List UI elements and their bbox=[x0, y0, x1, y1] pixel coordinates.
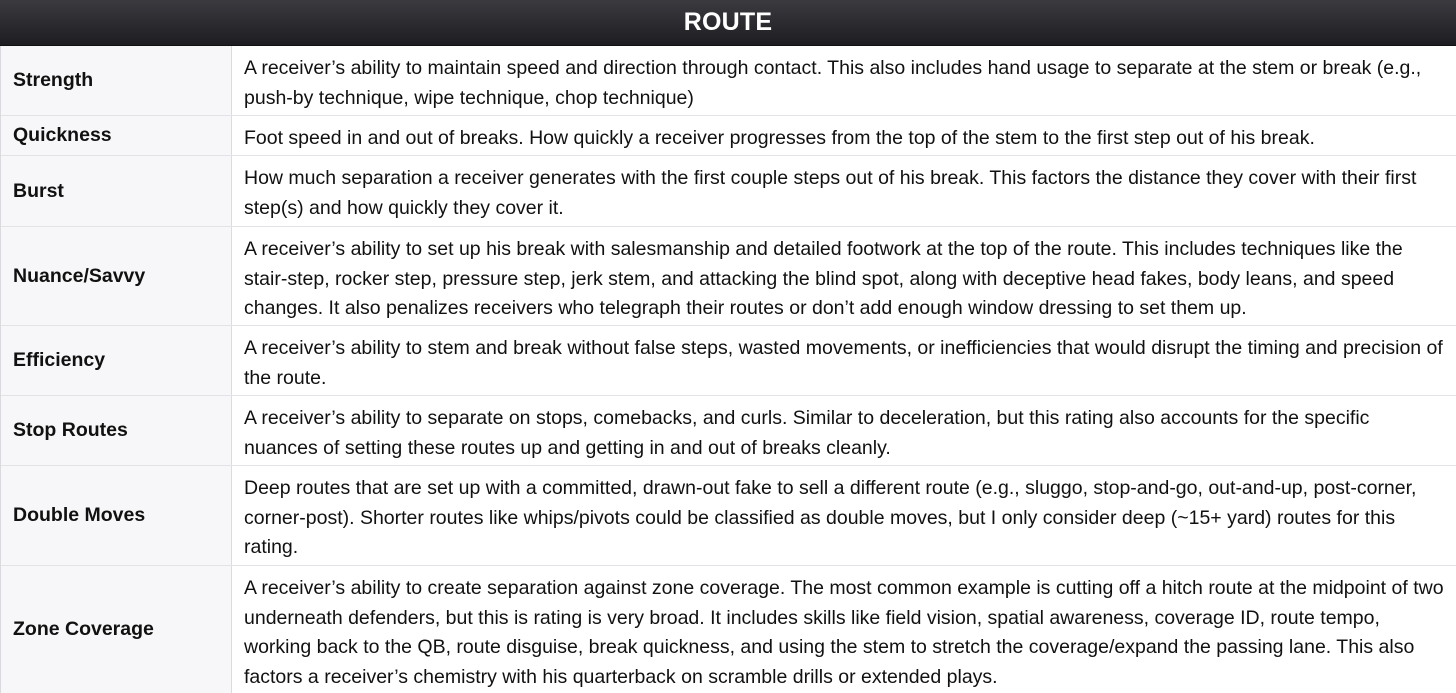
row-description: A receiver’s ability to stem and break without false steps, wasted movements, or inefficiencies that would disrupt the timing and precision of the route. bbox=[232, 326, 1456, 395]
row-label: Quickness bbox=[1, 116, 232, 155]
row-label: Burst bbox=[1, 156, 232, 226]
row-description: A receiver’s ability to maintain speed and direction through contact. This also includes hand usage to separate at the stem or break (e.g., push-by technique, wipe technique, chop technique) bbox=[232, 46, 1456, 115]
row-description: A receiver’s ability to set up his break with salesmanship and detailed footwork at the top of the route. This includes techniques like the stair-step, rocker step, pressure step, jerk stem, and attacking the blind spot, along with deceptive head fakes, body leans, and speed changes. It also penalizes receivers who telegraph their routes or don’t add enough window dressing to set them up. bbox=[232, 227, 1456, 325]
table-row bbox=[1, 326, 1456, 396]
row-label: Double Moves bbox=[1, 466, 232, 565]
row-description: Deep routes that are set up with a committed, drawn-out fake to sell a different route (e.g., sluggo, stop-and-go, out-and-up, post-corner, corner-post). Shorter routes like whips/pivots could be classified as double moves, but I only consider deep (~15+ yard) routes for this rating. bbox=[232, 466, 1456, 565]
table-title: ROUTE bbox=[0, 0, 1456, 46]
table-row bbox=[1, 116, 1456, 156]
row-description: A receiver’s ability to create separation against zone coverage. The most common example is cutting off a hitch route at the midpoint of two underneath defenders, but this is rating is very broad. It includes skills like field vision, spatial awareness, coverage ID, route tempo, working back to the QB, route disguise, break quickness, and using the stem to stretch the coverage/expand the passing lane. This also factors a receiver’s chemistry with his quarterback on scramble drills or extended plays. bbox=[232, 566, 1456, 693]
table-row bbox=[1, 156, 1456, 227]
row-label: Zone Coverage bbox=[1, 566, 232, 693]
row-description: How much separation a receiver generates with the first couple steps out of his break. This factors the distance they cover with their first step(s) and how quickly they cover it. bbox=[232, 156, 1456, 226]
table-row bbox=[1, 466, 1456, 566]
row-label: Nuance/Savvy bbox=[1, 227, 232, 325]
table-body bbox=[0, 46, 1456, 693]
row-label: Stop Routes bbox=[1, 396, 232, 465]
table-row bbox=[1, 46, 1456, 116]
row-description: A receiver’s ability to separate on stops, comebacks, and curls. Similar to deceleration, but this rating also accounts for the specific nuances of setting these routes up and getting in and out of breaks cleanly. bbox=[232, 396, 1456, 465]
table-row bbox=[1, 566, 1456, 693]
table-row bbox=[1, 396, 1456, 466]
table-row bbox=[1, 227, 1456, 326]
row-description: Foot speed in and out of breaks. How quickly a receiver progresses from the top of the stem to the first step out of his break. bbox=[232, 116, 1456, 155]
row-label: Strength bbox=[1, 46, 232, 115]
row-label: Efficiency bbox=[1, 326, 232, 395]
